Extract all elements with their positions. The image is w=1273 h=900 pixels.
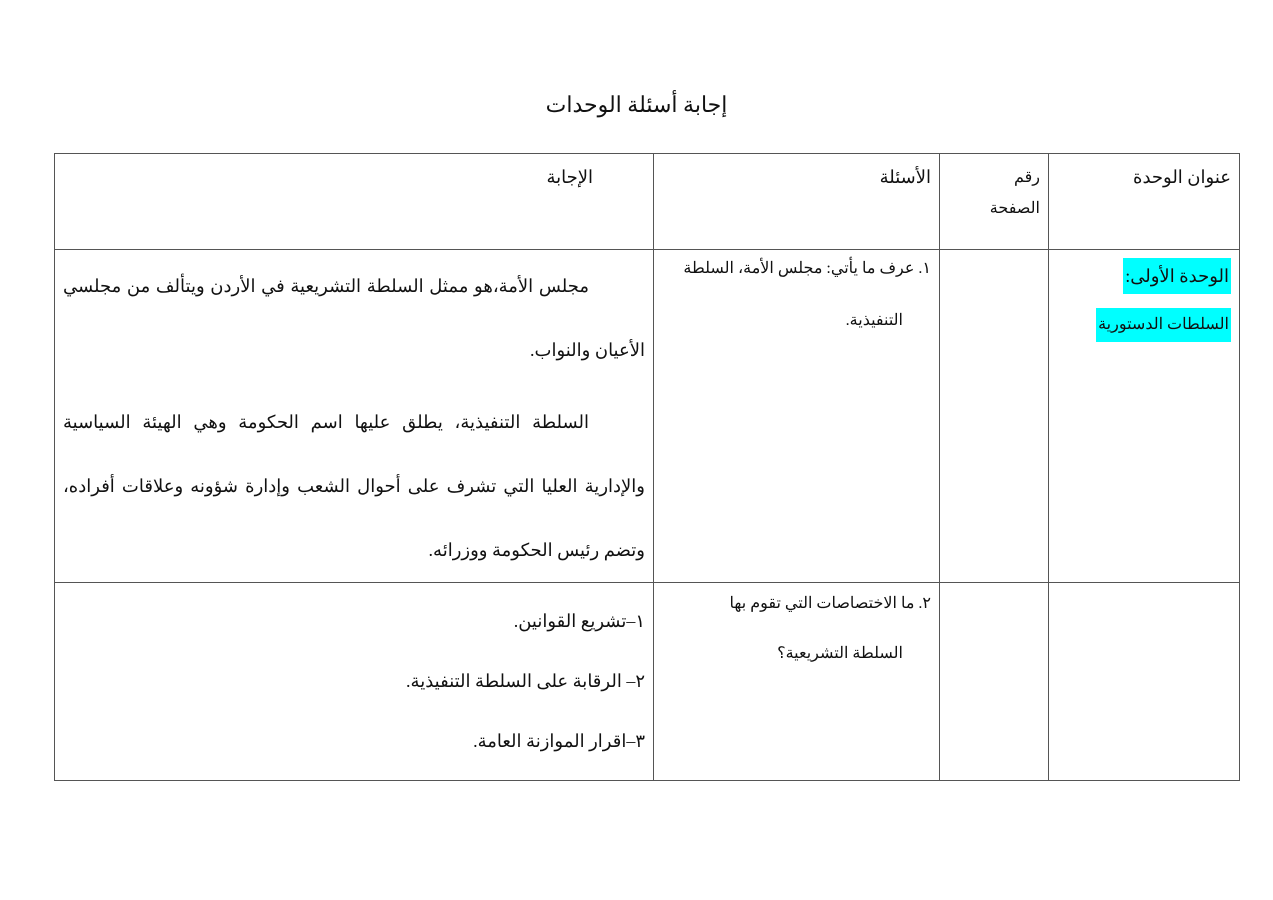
question-cell <box>654 250 940 583</box>
header-questions: الأسئلة <box>654 154 940 250</box>
answer-cell <box>55 250 654 583</box>
header-page-number <box>940 154 1049 250</box>
question-line-2: السلطة التشريعية؟ <box>777 645 903 662</box>
header-page-line2: الصفحة <box>989 200 1040 217</box>
unit-name: السلطات الدستورية <box>1096 308 1231 342</box>
question-line-2: التنفيذية. <box>845 312 903 329</box>
question-line-1: ١. عرف ما يأتي: مجلس الأمة، السلطة <box>683 260 931 277</box>
question-line-1: ٢. ما الاختصاصات التي تقوم بها <box>729 595 931 612</box>
table-header-row <box>55 154 1240 250</box>
answer-list-item: ٣–اقرار الموازنة العامة. <box>473 731 645 751</box>
page-cell <box>940 250 1049 583</box>
answer-list-item: ٢– الرقابة على السلطة التنفيذية. <box>406 671 645 691</box>
answer-paragraph-2: السلطة التنفيذية، يطلق عليها اسم الحكومة وهي الهيئة السياسية والإدارية العليا التي تشرف على أحوال الشعب وإدارة شؤونه وعلاقات أفراده، وتضم رئيس الحكومة ووزرائه. <box>63 412 645 560</box>
table-row <box>55 250 1240 583</box>
answers-table <box>54 153 1240 781</box>
header-page-line1: رقم <box>1013 169 1040 186</box>
answer-cell <box>55 583 654 781</box>
header-unit-title: عنوان الوحدة <box>1049 154 1240 250</box>
unit-cell <box>1049 250 1240 583</box>
unit-label: الوحدة الأولى: <box>1123 258 1231 294</box>
table-row <box>55 583 1240 781</box>
page-cell <box>940 583 1049 781</box>
question-cell <box>654 583 940 781</box>
document-title: إجابة أسئلة الوحدات <box>545 92 728 117</box>
answer-list-item: ١–تشريع القوانين. <box>513 611 645 631</box>
header-answer: الإجابة <box>55 154 654 250</box>
answer-paragraph-1: مجلس الأمة،هو ممثل السلطة التشريعية في الأردن ويتألف من مجلسي الأعيان والنواب. <box>63 276 645 360</box>
unit-cell <box>1049 583 1240 781</box>
